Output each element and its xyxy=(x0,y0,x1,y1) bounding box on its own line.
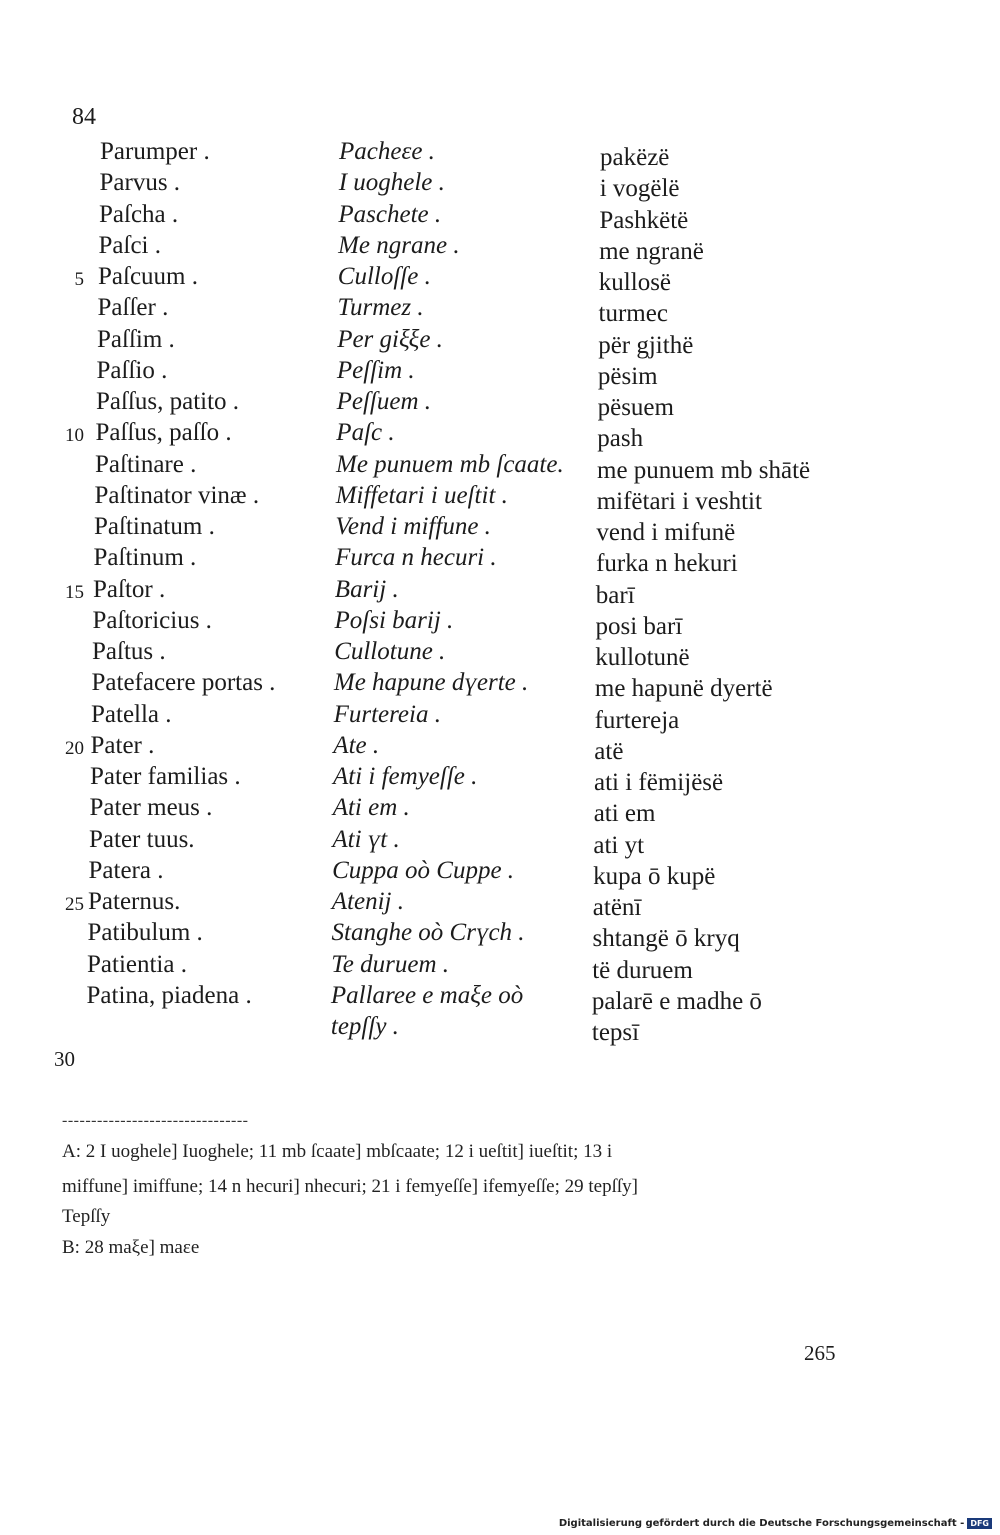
albanian-term: pakëzë xyxy=(600,144,670,171)
italian-term: Te duruem . xyxy=(331,950,450,978)
italian-term: Barij . xyxy=(334,575,399,603)
latin-term: Paſtinum . xyxy=(93,544,197,572)
albanian-term: pësuem xyxy=(597,394,674,421)
italian-term: Ate . xyxy=(333,731,380,759)
albanian-term: palarē e madhe ō xyxy=(591,987,762,1015)
entry-row xyxy=(0,388,1000,419)
albanian-term: ati yt xyxy=(593,831,645,859)
latin-term: Paſcuum . xyxy=(98,263,198,290)
italian-term: tepſſy . xyxy=(330,1013,399,1040)
latin-term: Parumper . xyxy=(100,138,210,165)
entry-row xyxy=(0,576,1000,607)
latin-term: Paſci . xyxy=(98,231,161,259)
entry-row xyxy=(0,701,1000,732)
entry-row xyxy=(0,951,1000,982)
entry-row xyxy=(0,857,1000,888)
line-marker-30: 30 xyxy=(54,1047,75,1071)
latin-term: Pater familias . xyxy=(90,763,241,790)
italian-term: Furtereia . xyxy=(333,700,441,728)
latin-term: Paſcha . xyxy=(99,200,179,228)
page-number: 265 xyxy=(804,1341,836,1365)
italian-term: Turmez . xyxy=(337,294,424,322)
entry-row xyxy=(0,794,1000,828)
albanian-term: kullosë xyxy=(598,269,672,296)
footnote-a-line-1: A: 2 I uoghele] Iuoghele; 11 mb ſcaate] mbſcaate; 12 i ueſtit] iueſtit; 13 i xyxy=(62,1141,613,1162)
italian-term: Cuppa oò Cuppe . xyxy=(332,856,515,884)
albanian-term: vend i mifunë xyxy=(596,519,736,546)
dfg-logo: DFG xyxy=(967,1518,992,1529)
entry-row xyxy=(0,419,1000,453)
albanian-term: pësim xyxy=(597,362,658,390)
albanian-term: për gjithë xyxy=(598,331,694,359)
italian-term: I uoghele . xyxy=(338,169,445,197)
italian-term: Furca n hecuri . xyxy=(335,544,497,572)
footnote-a-line-2: miffune] imiffune; 14 n hecuri] nhecuri; 21 i femyeſſe] ifemyeſſe; 29 tepſſy] xyxy=(62,1176,638,1197)
albanian-term: barī xyxy=(595,581,635,609)
albanian-term: atënī xyxy=(592,894,642,921)
latin-term: Paſſio . xyxy=(96,356,168,384)
latin-term: Paſtus . xyxy=(92,638,166,665)
italian-term: Vend i miffune . xyxy=(335,513,491,540)
albanian-term: shtangë ō kryq xyxy=(592,925,740,953)
albanian-term: pash xyxy=(597,425,644,453)
italian-term: Culloſſe . xyxy=(337,263,431,290)
entry-row xyxy=(0,357,1000,388)
latin-term: Paſtinator vinæ . xyxy=(94,481,260,509)
entry-row xyxy=(0,638,1000,669)
albanian-term: kupa ō kupë xyxy=(593,862,716,890)
entry-row xyxy=(0,482,1000,513)
latin-term: Paſtoricius . xyxy=(92,606,212,634)
italian-term: Pallaree e maξe oò xyxy=(330,981,524,1009)
dfg-notice-text: Digitalisierung gefördert durch die Deutsche Forschungsgemeinschaft - xyxy=(558,1518,965,1529)
entry-row xyxy=(0,826,1000,857)
albanian-term: i vogëlë xyxy=(599,175,680,203)
italian-term: Poſsi barij . xyxy=(334,606,454,634)
italian-term: Me ngrane . xyxy=(338,231,460,259)
entry-row xyxy=(0,263,1000,294)
italian-term: Ati em . xyxy=(332,794,410,822)
entry-row xyxy=(0,888,1000,919)
footnote-a-line-3: Tepſſy xyxy=(62,1206,111,1227)
albanian-term: të duruem xyxy=(592,956,693,984)
latin-term: Paſſer . xyxy=(97,294,169,322)
latin-term: Patibulum . xyxy=(87,919,203,947)
latin-term: Paſſim . xyxy=(97,325,175,353)
italian-term: Paschete . xyxy=(338,200,442,228)
italian-term: Me hapune dүerte . xyxy=(333,669,529,697)
entry-row xyxy=(0,732,1000,763)
italian-term: Pacheεe . xyxy=(339,138,435,165)
albanian-term: ati em xyxy=(593,800,656,828)
entry-row xyxy=(0,544,1000,578)
entry-row xyxy=(0,919,1000,953)
line-number: 15 xyxy=(65,581,84,603)
entry-row xyxy=(0,982,1000,1013)
albanian-term: tepsī xyxy=(591,1019,640,1046)
latin-term: Parvus . xyxy=(99,169,181,197)
latin-term: Paternus. xyxy=(88,888,181,915)
entry-row xyxy=(0,232,1000,263)
entry-row xyxy=(0,607,1000,638)
entry-row xyxy=(0,294,1000,328)
italian-term: Me punuem mb ſcaate. xyxy=(336,450,564,478)
dfg-funding-notice xyxy=(559,1518,992,1529)
italian-term: Atenij . xyxy=(331,888,405,915)
latin-term: Pater meus . xyxy=(89,794,213,822)
albanian-term: furtereja xyxy=(594,706,680,734)
entry-row xyxy=(0,326,1000,357)
entry-row xyxy=(0,169,1000,203)
italian-term: Per giξξe . xyxy=(337,325,443,353)
footnote-divider: -------------------------------- xyxy=(62,1112,249,1129)
latin-term: Pater tuus. xyxy=(89,825,195,853)
italian-term: Ati үt . xyxy=(332,825,400,853)
latin-term: Patefacere portas . xyxy=(91,669,276,697)
albanian-term: turmec xyxy=(598,300,668,328)
albanian-term: atë xyxy=(594,737,624,765)
albanian-term: me hapunë dyertë xyxy=(594,675,773,703)
italian-term: Peſſim . xyxy=(336,356,415,384)
italian-term: Miffetari i ueſtit . xyxy=(335,481,508,509)
italian-term: Peſſuem . xyxy=(336,388,432,415)
albanian-term: Pashkëtë xyxy=(599,206,689,234)
italian-term: Ati i femyeſſe . xyxy=(333,763,478,790)
entry-row xyxy=(0,513,1000,544)
albanian-term: mifëtari i veshtit xyxy=(596,487,762,515)
albanian-term: ati i fëmijësë xyxy=(594,769,724,796)
footnote-b-line: B: 28 maξe] maεe xyxy=(62,1237,200,1258)
albanian-term: kullotunë xyxy=(595,644,690,671)
entry-row xyxy=(0,138,1000,169)
entry-row xyxy=(0,669,1000,703)
latin-term: Patina, piadena . xyxy=(86,981,252,1009)
latin-term: Patientia . xyxy=(87,950,187,978)
entry-row xyxy=(0,201,1000,232)
latin-term: Paſtinare . xyxy=(95,450,197,478)
line-number: 20 xyxy=(65,737,84,759)
latin-term: Paſtinatum . xyxy=(94,513,215,540)
albanian-term: me punuem mb shātë xyxy=(597,456,811,484)
entry-row xyxy=(0,1013,1000,1044)
line-number: 25 xyxy=(65,894,84,915)
latin-term: Patera . xyxy=(88,856,164,884)
latin-term: Paſtor . xyxy=(93,575,166,603)
latin-term: Paſſus, patito . xyxy=(96,388,240,415)
latin-term: Pater . xyxy=(90,731,155,759)
italian-term: Stanghe oò Crүch . xyxy=(331,919,525,947)
entry-row xyxy=(0,763,1000,794)
entry-row xyxy=(0,451,1000,482)
latin-term: Paſſus, paſſo . xyxy=(95,419,232,447)
albanian-term: posi barī xyxy=(595,612,683,640)
page-marker-top: 84 xyxy=(72,104,96,130)
latin-term: Patella . xyxy=(91,700,172,728)
line-number: 5 xyxy=(74,269,84,290)
italian-term: Paſc . xyxy=(336,419,395,447)
albanian-term: me ngranë xyxy=(599,237,704,265)
line-number: 10 xyxy=(65,425,84,447)
italian-term: Cullotune . xyxy=(334,638,446,665)
albanian-term: furka n hekuri xyxy=(596,550,738,578)
